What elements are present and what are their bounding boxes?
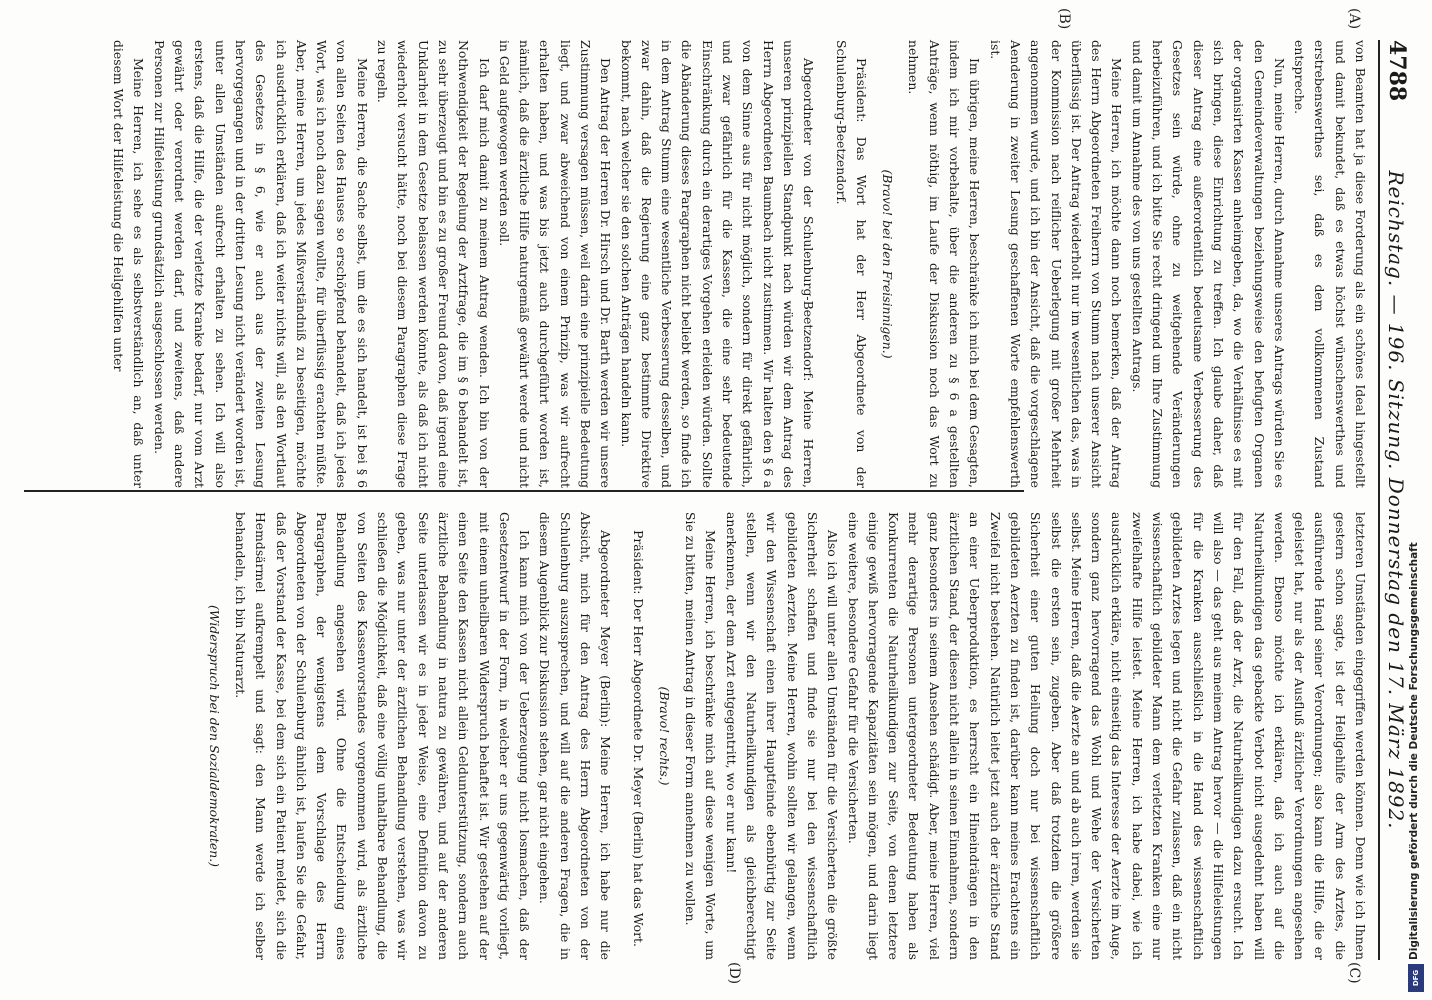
speech-paragraph: Abgeordneter Meyer (Berlin): Meine Herren, ich habe nur die Absicht, mich für den Antrag des Herrn Abgeordneten von der Schulenburg auszusprechen, und will auf die anderen Fragen, die in diesem Augenblick zur Diskussion stehen, gar nicht eingehen. [537,512,614,960]
paragraph: Ich kann mich von der Ueberzeugung nicht losmachen, daß der Gesetzentwurf in der Form, in welcher er uns gegenwärtig vorliegt, mit einem unheilbaren Widerspruch behaftet ist. Wir gestehen auf der einen Seite den Kassen nicht allein Geldunterstützung, sondern auch ärztliche Behandlung in natura zu gewähren, und auf der anderen Seite unterlassen wir es in jeder Weise, eine Definition davon zu geben, was nur unter der ärztlichen Behandlung verstehen, was wir schließen die Möglichkeit, daß eine völlig unhaltbare Behandlung, die von Seiten des Kassenvorstandes vorgenommen wird, als ärztliche Behandlung angesehen wird. Ohne die Entscheidung eines Paragraphen, der wenigstens dem Vorschlage des Herrn Abgeordneten von der Schulenburg ähnlich ist, laufen Sie die Gefahr, daß der Vorstand der Kasse, bei dem sich ein Patient meldet, sich die Hemdsärmel aufkrempelt und sagt: den Mann werde ich selber behandeln, ich bin Naturarzt. [232,512,533,960]
digitization-notice [1402,40,1430,960]
left-column [108,40,1370,488]
paragraph: Also ich will unter allen Umständen für die Versicherten die größte Sicherheit schaffen und finde sie nur bei den wissenschaftlich gebildeten Aerzten. Meine Herren, wohin sollten wir gelangen, wenn wir den Wissenschaft einen ihrer Hauptfeinde ebenbürtig zur Seite stellen, wenn wir den Naturheilkundigen als gleichberechtigt anerkennen, der dem Arzt entgegentritt, wo er nur kann! [723,512,841,960]
right-column [197,512,1370,960]
dfg-logo [1408,964,1424,992]
applause-note: (Bravo! bei den Freisinnigen.) [880,169,896,359]
column-divider [24,490,1024,492]
paragraph: letzteren Umständen eingegriffen werden können. Denn wie ich Ihnen gestern schon sagte, ist der Heilgehilfe der Arm des Arztes, die ausführende Hand seiner Verordnungen; also kann die Hilfe, die er geleistet hat, nur als der Ausfluß ärztlicher Verordnungen angesehen werden. Ebenso möchte ich erklären, daß ich auch auf die Naturheilkundigen das gebackte Verbot nicht ausgedehnt haben will für den Fall, daß der Arzt, die Naturheilkundigen dazu ersucht. Ich will also — das geht aus meinem Antrag hervor — die Hilfeleistungen für die Kranken ausschließlich in die Hand des wissenschaftlich gebildeten Arztes legen und nicht die Gefahr zulassen, daß ein nicht wissenschaftlich gebildeter Mann dem verletzten Kranken eine nur zweifelhafte Hilfe leistet. Meine Herren, ich habe dabei, wie ich ausdrücklich erkläre, nicht einseitig das Interesse der Aerzte im Auge, sondern ganz hervorragend das Wohl und Wehe der Versicherten selbst. Meine Herren, daß die Aerzte an und ab auch irren, werden sie selbst die ersten sein, zugeben. Aber daß trotzdem die größere Sicherheit einer guten Heilung doch nur bei wissenschaftlich gebildeten Aerzten zu finden ist, darüber kann meines Erachtens ein Zweifel nicht bestehen. Natürlich leitet jetzt auch der ärztliche Stand an einer Ueberproduktion, es herrscht ein Hineindrängen in den ärztlichen Stand, der diesen nicht allein in seinen Einnahmen, sondern ganz besonders in seinem Ansehen schädigt. Aber, meine Herren, viel mehr derartige Personen untergeordneter Bedeutung haben als Konkurrenten die Naturheilkundigen zur Seite, von denen letztere einige gewiß hervorragende Kapazitäten sein mögen, und darin liegt eine weitere, besondere Gefahr für die Versicherten. [845,512,1368,960]
applause-note: (Bravo! rechts.) [656,686,672,786]
paragraph: Meine Herren, die Sache selbst, um die es sich handelt, ist bei § 6 von allen Seiten des Hauses so erschöpfend behandelt, daß ich jedes Wort, was ich noch dazu sagen wollte, für überflüssig erachten müßte. Aber, meine Herren, um jedes Mißverständniß zu beseitigen, möchte ich ausdrücklich erklären, daß ich weiter nichts will, als den Wortlaut des Gesetzes in § 6, wie er auch aus der zweiten Lesung hervorgegangen und in der dritten Lesung nicht verändert worden ist, unter allen Umständen aufrecht erhalten zu sehen. Ich will also erstens, daß die Hilfe, die der verletzte Kranke bedarf, nur vom Arzt gewährt oder verordnet werden darf, und zweitens, daß andere Personen zur Hilfeleistung grundsätzlich ausgeschlossen werden. [151,40,370,488]
margin-mark-d: (D) [726,962,742,985]
paragraph: Meine Herren, ich beschränke mich auf diese wenigen Worte, um Sie zu bitten, meinen Antrag in dieser Form annehmen zu wollen. [683,512,719,960]
speaker-intro: Präsident: Der Herr Abgeordnete Dr. Meyer (Berlin) hat das Wort. [630,530,646,947]
page-number: 4788 [1384,40,1410,102]
margin-mark-a: (A) [1346,8,1362,30]
paragraph: Ich darf mich damit zu meinem Antrag wenden. Ich bin von der Nothwendigkeit der Regelung der Arztfrage, die im § 6 behandelt ist, zu sehr überzeugt und bin es zu großer Freund davon, daß irgend eine Unklarheit in dem Gesetze belassen werden könnte, als daß ich nicht wiederholt versucht hätte, noch bei diesem Paragraphen diese Frage zu regeln. [375,40,492,488]
margin-mark-b: (B) [1056,8,1072,30]
margin-mark-c: (C) [1346,962,1362,984]
speaker-intro: Präsident: Das Wort hat der Herr Abgeordnete von der Schulenburg-Beetzendorf. [833,40,869,488]
paragraph: Meine Herren, ich sehe es als selbstverständlich an, daß unter diesem Wort der Hilfeleistung die Heilgehilfen unter [111,40,147,488]
interjection-note: (Widerspruch bei den Sozialdemokraten.) [206,604,222,868]
paragraph: Nun, meine Herren, durch Annahme unseres Antrags würden Sie es den Gemeindeverwaltungen beziehungsweise den befugten Organen der organisirten Kassen anheimgeben, da, wo die Verhältnisse es mit sich bringen, diese Einrichtung zu treffen. Ich glaube daher, daß dieser Antrag eine außerordentlich bedeutsame Verbesserung des Gesetzes sein würde, ohne zu weitgehende Veränderungen herbeizuführen, und ich bitte Sie recht dringend um Ihre Zustimmung und damit um Annahme des von uns gestellten Antrags. [1129,40,1287,488]
paragraph: Im übrigen, meine Herren, beschränke ich mich bei dem Gesagten, indem ich mir vorbehalte, über die anderen zu § 6 a gestellten Anträge, wenn nöthig, im Laufe der Diskussion noch das Wort zu nehmen. [906,40,983,488]
speech-paragraph: Abgeordneter von der Schulenburg-Beetzendorf: Meine Herren, unseren prinzipiellen Standpunkt nach würden wir dem Antrag des Herrn Abgeordneten Baumbach nicht zustimmen. Wir halten den § 6 a von dem Sinne aus für nicht möglich, sondern für direkt gefährlich, und zwar gefährlich für die Kassen, die eine sehr bedeutende Einschränkung durch ein derartiges Vorgehen erleiden würden. Sollte die Abänderung dieses Paragraphen nicht beliebt werden, so finde ich in dem Antrag Stumm eine wesentliche Verbesserung desselben, und zwar dahin, daß die Regierung eine ganz bestimmte Direktive bekommt, nach welcher sie den solchen Anträgen handeln kann. [618,40,817,488]
running-title: Reichstag. — 196. Sitzung. Donnerstag den 17. März 1892. [1384,170,1408,830]
dfg-logo-text: DFG [1412,969,1420,987]
paragraph: Meine Herren, ich möchte dann noch bemerken, daß der Antrag des Herrn Abgeordneten Freiherrn von Stumm nach unserer Ansicht überflüssig ist. Der Antrag wiederholt nur im wesentlichen das, was in der Kommission nach reiflicher Ueberlegung mit großer Mehrheit angenommen wurde, und ich bin der Ansicht, daß die vorgeschlagene Aenderung in zweiter Lesung geschaffenen Worte empfehlenswerth ist. [987,40,1125,488]
digitization-notice-text: Digitalisierung gefördert durch die Deutsche Forschungsgemeinschaft [1408,542,1420,960]
paragraph: Den Antrag der Herren Dr. Hirsch und Dr. Barth werden wir unsere Zustimmung versagen müssen, weil darin eine prinzipielle Bedeutung liegt, und zwar abweichend von einem Prinzip, was wir aufrecht erhalten haben, und was bis jetzt auch durchgeführt worden ist, nämlich, daß die ärztliche Hilfe naturgemäß gewährt werde und nicht in Geld aufgewogen werden soll. [496,40,614,488]
paragraph: von Beamten hat ja diese Forderung als ein schönes Ideal hingestellt und damit bekundet, daß es etwas höchst wünschenswerthes und erstrebenswerthes sei, daß es dem vollkommenen Zustand entspreche. [1292,40,1368,488]
